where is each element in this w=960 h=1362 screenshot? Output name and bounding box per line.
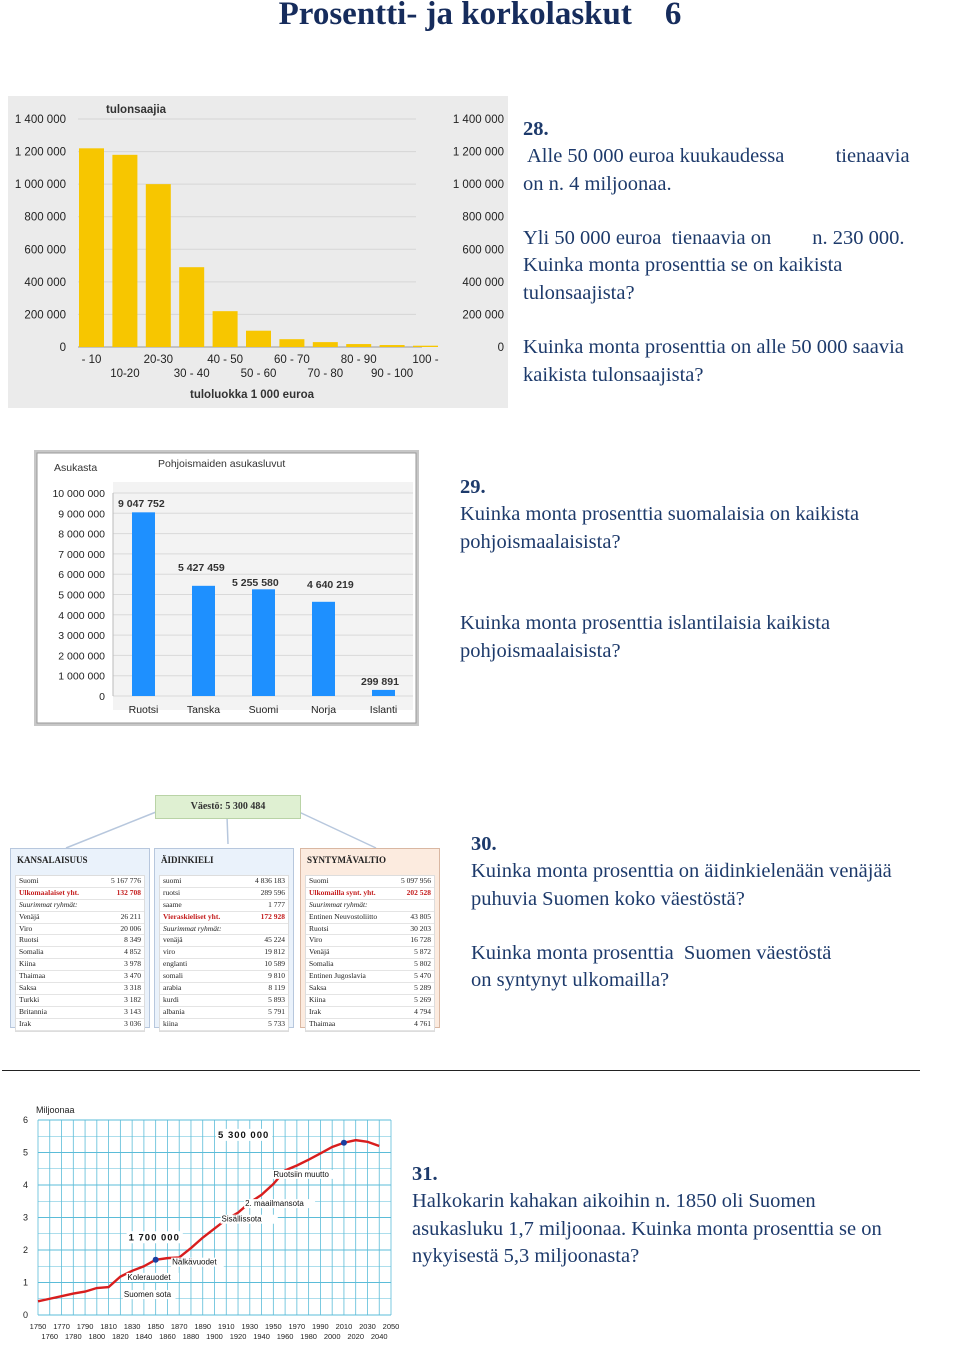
row-value: 3 036: [124, 1018, 141, 1028]
highlight-point: [153, 1257, 159, 1263]
table-row: [160, 983, 288, 995]
x-tick-label: 2010: [335, 1322, 353, 1331]
bar-50-60: [246, 331, 271, 347]
table-row: [306, 959, 434, 971]
table-row: [306, 971, 434, 983]
table-row: [16, 983, 144, 995]
x-tick-label: 1750: [29, 1322, 47, 1331]
bar--10: [79, 148, 104, 347]
x-tick-label: 1980: [300, 1332, 317, 1341]
row-value: 132 708: [116, 887, 141, 897]
question-text-line: Kuinka monta prosenttia islantilaisia kaikista: [460, 612, 831, 635]
nordic-chart-title: Pohjoismaiden asukasluvut: [158, 458, 286, 470]
row-value: 43 805: [410, 911, 431, 921]
x-tick-label: 1990: [312, 1322, 329, 1331]
row-value: 172 928: [260, 911, 285, 921]
x-tick-label: 1890: [194, 1322, 212, 1331]
x-tick-label: 1870: [170, 1322, 188, 1331]
population-total-box: [155, 795, 301, 819]
row-value: 9 810: [268, 971, 285, 981]
table-row: [306, 876, 434, 888]
data-label: 4 640 219: [307, 579, 354, 591]
table-row: [306, 1019, 434, 1031]
question-text-line: pohjoismaalaisista?: [460, 530, 621, 553]
page-title: Prosentti- ja korkolaskut 6: [278, 0, 682, 32]
question-text-line: Kuinka monta prosenttia on alle 50 000 saavia: [523, 336, 904, 359]
row-label: Saksa: [309, 983, 327, 993]
table-row: [306, 935, 434, 947]
row-value: 5 802: [414, 959, 431, 969]
row-label: ruotsi: [163, 887, 181, 897]
table-row: [160, 959, 288, 971]
table-row: [306, 924, 434, 936]
x-tick-label: 1810: [100, 1322, 117, 1331]
x-tick-label: 1960: [276, 1332, 294, 1341]
population-total: Väestö: 5 300 484: [190, 801, 266, 812]
x-tick-label: 1860: [159, 1332, 176, 1341]
row-label: Somalia: [19, 947, 44, 957]
table-äidinkieli: [154, 848, 294, 1028]
question-text-line: Alle 50 000 euroa kuukaudessa tienaavia: [523, 145, 910, 168]
x-tick-label: 100 -: [412, 354, 439, 366]
row-value: 19 812: [264, 947, 285, 957]
row-value: 30 203: [410, 923, 431, 933]
table-row: [16, 912, 144, 924]
row-value: 5 269: [414, 994, 431, 1004]
y-tick-label-right: 800 000: [462, 211, 504, 224]
row-label: Suurimmat ryhmät:: [19, 899, 78, 909]
y-tick-label-right: 1 200 000: [452, 146, 504, 159]
table-row: [16, 876, 144, 888]
y-tick-label: 9 000 000: [58, 508, 105, 521]
x-tick-label: 40 - 50: [207, 354, 244, 366]
y-tick-label: 1 200 000: [14, 146, 66, 159]
x-tick-label: 2020: [347, 1332, 365, 1341]
row-value: 1 777: [268, 899, 285, 909]
table-row: [306, 888, 434, 900]
row-value: 45 224: [264, 935, 285, 945]
row-label: Venäjä: [309, 947, 330, 957]
x-tick-label: 10-20: [110, 368, 140, 380]
row-label: Vieraskieliset yht.: [163, 911, 221, 921]
bar-70-80: [313, 342, 338, 347]
x-tick-label: Norja: [310, 704, 337, 716]
y-tick-label: 1 000 000: [14, 179, 66, 192]
history-chart-ylabel: Miljoonaa: [36, 1105, 75, 1115]
question-text-line: Kuinka monta prosenttia Suomen väestöstä: [471, 942, 832, 965]
x-tick-label: Tanska: [186, 704, 221, 716]
bar-60-70: [279, 339, 304, 347]
x-tick-label: 60 - 70: [273, 354, 310, 366]
row-label: kiina: [163, 1018, 178, 1028]
x-tick-label: 2050: [382, 1322, 400, 1331]
data-label: 5 255 580: [232, 577, 279, 589]
y-tick-label: 3: [22, 1212, 28, 1223]
table-row: [16, 900, 144, 912]
table-header: SYNTYMÄVALTIO: [307, 855, 387, 865]
y-tick-label: 400 000: [24, 276, 66, 289]
x-tick-label: 1790: [76, 1322, 94, 1331]
table-row: [160, 924, 288, 936]
row-label: Somalia: [309, 959, 334, 969]
x-tick-label: 90 - 100: [370, 368, 414, 380]
row-label: Saksa: [19, 983, 37, 993]
y-tick-label: 6 000 000: [58, 569, 105, 582]
table-row: [16, 971, 144, 983]
row-label: Thaimaa: [19, 971, 46, 981]
bar-20-30: [146, 184, 171, 347]
question-28: [523, 116, 960, 389]
row-value: 5 893: [268, 994, 285, 1004]
row-value: 5 289: [414, 983, 431, 993]
row-value: 202 528: [406, 887, 431, 897]
table-row: [160, 900, 288, 912]
x-tick-label: 1760: [41, 1332, 59, 1341]
y-tick-label-right: 1 400 000: [452, 114, 504, 126]
y-tick-label: 0: [99, 691, 105, 703]
section-divider: [2, 1070, 920, 1071]
x-tick-label: 70 - 80: [307, 368, 344, 380]
question-text-line: [523, 307, 960, 334]
row-value: 5 872: [414, 947, 431, 957]
question-text-line: [471, 913, 956, 940]
question-text-line: kaikista tulonsaajista?: [523, 363, 704, 386]
income-chart: [8, 96, 508, 408]
table-row: [16, 1007, 144, 1019]
y-tick-label: 0: [22, 1310, 28, 1320]
table-row: [306, 947, 434, 959]
row-value: 3 470: [124, 971, 141, 981]
chart-annotation: Nälkävuodet: [172, 1257, 217, 1267]
x-tick-label: 2040: [370, 1332, 388, 1341]
table-row: [306, 912, 434, 924]
row-label: Suomi: [309, 876, 329, 885]
question-number: 30.: [471, 833, 497, 855]
row-label: Ruotsi: [309, 923, 329, 933]
question-number: 29.: [460, 476, 486, 498]
table-row: [306, 983, 434, 995]
row-value: 16 728: [410, 935, 431, 945]
bar-ruotsi: [132, 512, 155, 696]
y-tick-label: 10 000 000: [52, 488, 105, 500]
data-label: 299 891: [361, 676, 399, 688]
population-history-chart: [16, 1100, 408, 1350]
question-text-line: [523, 198, 960, 225]
row-value: 4 836 183: [255, 876, 285, 885]
row-label: Entinen Jugoslavia: [309, 971, 366, 981]
row-label: Thaimaa: [309, 1018, 336, 1028]
question-text-line: Kuinka monta prosenttia se on kaikista: [523, 254, 843, 277]
x-tick-label: Ruotsi: [128, 704, 159, 716]
row-label: somali: [163, 971, 183, 981]
y-tick-label-right: 600 000: [462, 244, 504, 257]
x-tick-label: 1820: [112, 1332, 129, 1341]
bar-tanska: [192, 586, 215, 696]
y-tick-label: 800 000: [24, 211, 66, 224]
x-tick-label: 2000: [323, 1332, 341, 1341]
row-value: 20 006: [120, 923, 141, 933]
row-value: 5 733: [268, 1018, 285, 1028]
row-value: 5 470: [414, 971, 431, 981]
table-row: [160, 888, 288, 900]
bar-10-20: [112, 155, 137, 347]
question-text-line: [460, 556, 950, 583]
question-text-line: nykyisestä 5,3 miljoonasta?: [412, 1244, 640, 1267]
row-label: Venäjä: [19, 911, 40, 921]
x-tick-label: 1950: [264, 1322, 282, 1331]
y-tick-label: 3 000 000: [58, 630, 105, 643]
population-tables: [6, 786, 442, 1032]
x-tick-label: 80 - 90: [340, 354, 377, 366]
question-text-line: Halkokarin kahakan aikoihin n. 1850 oli Suomen: [412, 1190, 816, 1213]
table-row: [306, 900, 434, 912]
row-value: 5 097 956: [401, 876, 431, 885]
row-value: 3 318: [124, 983, 141, 993]
x-tick-label: 1850: [147, 1322, 165, 1331]
table-header: ÄIDINKIELI: [161, 855, 214, 865]
y-tick-label: 2: [22, 1245, 28, 1255]
row-value: 289 596: [260, 887, 285, 897]
x-tick-label: 1910: [217, 1322, 235, 1331]
row-label: Turkki: [19, 994, 40, 1004]
x-tick-label: 1970: [288, 1322, 306, 1331]
table-row: [16, 995, 144, 1007]
y-tick-label: 8 000 000: [58, 528, 105, 541]
row-label: Ulkomailla synt. yht.: [309, 887, 376, 897]
table-row: [16, 935, 144, 947]
nordic-chart-ylabel: Asukasta: [54, 462, 98, 474]
x-tick-label: 1880: [182, 1332, 200, 1341]
row-label: saame: [163, 899, 182, 909]
nordic-population-chart: [34, 450, 419, 726]
row-label: Ulkomaalaiset yht.: [19, 887, 79, 897]
x-tick-label: 1780: [64, 1332, 82, 1341]
y-tick-label: 5 000 000: [58, 589, 105, 602]
table-row: [160, 912, 288, 924]
y-tick-label: 7 000 000: [58, 548, 105, 561]
x-tick-label: 1940: [253, 1332, 270, 1341]
question-29: [460, 474, 950, 665]
row-label: Entinen Neuvostoliitto: [309, 911, 378, 921]
question-number: 31.: [412, 1163, 438, 1185]
chart-annotation: Sisällissota: [221, 1214, 262, 1224]
row-label: Irak: [309, 1006, 322, 1016]
row-label: englanti: [163, 959, 188, 969]
table-row: [160, 876, 288, 888]
x-tick-label: 20-30: [143, 354, 174, 366]
question-text-line: Kuinka monta prosenttia suomalaisia on kaikista: [460, 503, 860, 526]
bar-40-50: [213, 311, 238, 347]
chart-annotation: Kolerauodet: [127, 1272, 171, 1282]
y-tick-label: 1: [22, 1277, 28, 1288]
chart-annotation: Suomen sota: [123, 1290, 172, 1300]
x-tick-label: 1900: [206, 1332, 223, 1341]
population-line: [38, 1140, 379, 1301]
row-label: venäjä: [163, 935, 183, 945]
row-value: 8 119: [268, 983, 285, 993]
table-row: [16, 924, 144, 936]
x-tick-label: 50 - 60: [240, 368, 277, 380]
x-tick-label: - 10: [81, 354, 102, 366]
table-row: [160, 1007, 288, 1019]
table-row: [160, 1019, 288, 1031]
x-tick-label: 30 - 40: [173, 368, 210, 380]
table-row: [160, 935, 288, 947]
bar-90-100: [380, 345, 405, 347]
table-row: [160, 971, 288, 983]
question-text-line: on syntynyt ulkomailla?: [471, 969, 670, 992]
x-tick-label: 1930: [241, 1322, 259, 1331]
row-label: kurdi: [163, 994, 179, 1004]
question-31: [412, 1161, 960, 1270]
row-label: viro: [163, 947, 176, 957]
chart-annotation: 1 700 000: [128, 1232, 180, 1244]
row-label: arabia: [163, 983, 182, 993]
y-tick-label: 1 000 000: [58, 670, 105, 683]
bar-norja: [312, 602, 335, 696]
bar-80-90: [346, 344, 371, 347]
row-label: Suurimmat ryhmät:: [309, 899, 368, 909]
table-row: [306, 1007, 434, 1019]
row-value: 4 761: [414, 1018, 431, 1028]
question-text-line: tulonsaajista?: [523, 281, 635, 304]
row-value: 26 211: [120, 911, 141, 921]
table-row: [160, 947, 288, 959]
row-value: 4 852: [124, 947, 141, 957]
question-text-line: asukasluku 1,7 miljoonaa. Kuinka monta prosenttia se on: [412, 1217, 882, 1240]
y-tick-label: 6: [22, 1115, 28, 1125]
row-label: Suurimmat ryhmät:: [163, 923, 222, 933]
table-row: [160, 995, 288, 1007]
row-value: 3 143: [124, 1006, 141, 1016]
question-text-line: [460, 583, 950, 610]
question-text-line: pohjoismaalaisista?: [460, 639, 621, 662]
table-syntymävaltio: [300, 848, 440, 1028]
table-row: [16, 888, 144, 900]
chart-annotation: 2. maailmansota: [245, 1199, 304, 1209]
row-label: Viro: [19, 923, 33, 933]
row-value: 3 182: [124, 994, 141, 1004]
y-tick-label-right: 200 000: [462, 309, 504, 322]
row-label: Suomi: [19, 876, 39, 885]
row-label: Britannia: [19, 1006, 47, 1016]
row-value: 3 978: [124, 959, 141, 969]
data-label: 5 427 459: [178, 562, 225, 574]
x-tick-label: 1920: [229, 1332, 247, 1341]
question-text-line: Yli 50 000 euroa tienaavia on n. 230 000.: [523, 227, 905, 250]
row-label: Irak: [19, 1018, 32, 1028]
x-tick-label: 1770: [53, 1322, 70, 1331]
highlight-point: [341, 1140, 347, 1146]
row-label: suomi: [163, 876, 182, 885]
row-value: 5 167 776: [111, 876, 141, 885]
x-tick-label: 2030: [359, 1322, 376, 1331]
y-tick-label-right: 0: [497, 342, 504, 354]
row-value: 5 791: [268, 1006, 285, 1016]
bar-100-: [413, 346, 438, 347]
row-label: Ruotsi: [19, 935, 39, 945]
row-value: 10 589: [264, 959, 285, 969]
y-tick-label: 5: [22, 1147, 28, 1158]
question-30: [471, 831, 956, 995]
y-tick-label: 2 000 000: [58, 650, 105, 663]
bar-suomi: [252, 589, 275, 696]
y-tick-label: 0: [59, 342, 66, 354]
income-chart-xlabel: tuloluokka 1 000 euroa: [190, 389, 314, 401]
table-row: [16, 947, 144, 959]
y-tick-label: 600 000: [24, 244, 66, 257]
chart-annotation: 5 300 000: [218, 1129, 270, 1141]
row-label: Viro: [309, 935, 323, 945]
x-tick-label: Islanti: [369, 704, 398, 716]
y-tick-label-right: 400 000: [462, 276, 504, 289]
y-tick-label: 1 400 000: [14, 114, 66, 126]
row-label: albania: [163, 1006, 185, 1016]
y-tick-label: 4 000 000: [58, 609, 105, 622]
row-value: 8 349: [124, 935, 141, 945]
x-tick-label: 1800: [88, 1332, 106, 1341]
y-tick-label: 4: [22, 1180, 28, 1190]
chart-annotation: Ruotsiin muutto: [273, 1169, 329, 1179]
table-row: [16, 1019, 144, 1031]
question-text-line: on n. 4 miljoonaa.: [523, 172, 672, 195]
income-chart-ylabel: tulonsaajia: [106, 104, 167, 116]
row-value: 4 794: [414, 1006, 431, 1016]
table-row: [306, 995, 434, 1007]
table-kansalaisuus: [10, 848, 150, 1028]
table-header: KANSALAISUUS: [17, 855, 88, 865]
question-number: 28.: [523, 118, 549, 140]
y-tick-label: 200 000: [24, 309, 66, 322]
data-label: 9 047 752: [118, 498, 165, 510]
question-text-line: puhuvia Suomen koko väestöstä?: [471, 887, 745, 910]
row-label: Kiina: [309, 994, 326, 1004]
x-tick-label: 1840: [135, 1332, 153, 1341]
x-tick-label: 1830: [123, 1322, 141, 1331]
x-tick-label: Suomi: [248, 704, 279, 716]
question-text-line: Kuinka monta prosenttia on äidinkielenään venäjää: [471, 860, 892, 883]
table-row: [16, 959, 144, 971]
bar-30-40: [179, 267, 204, 347]
bar-islanti: [372, 690, 395, 696]
row-label: Kiina: [19, 959, 36, 969]
y-tick-label-right: 1 000 000: [452, 179, 504, 192]
